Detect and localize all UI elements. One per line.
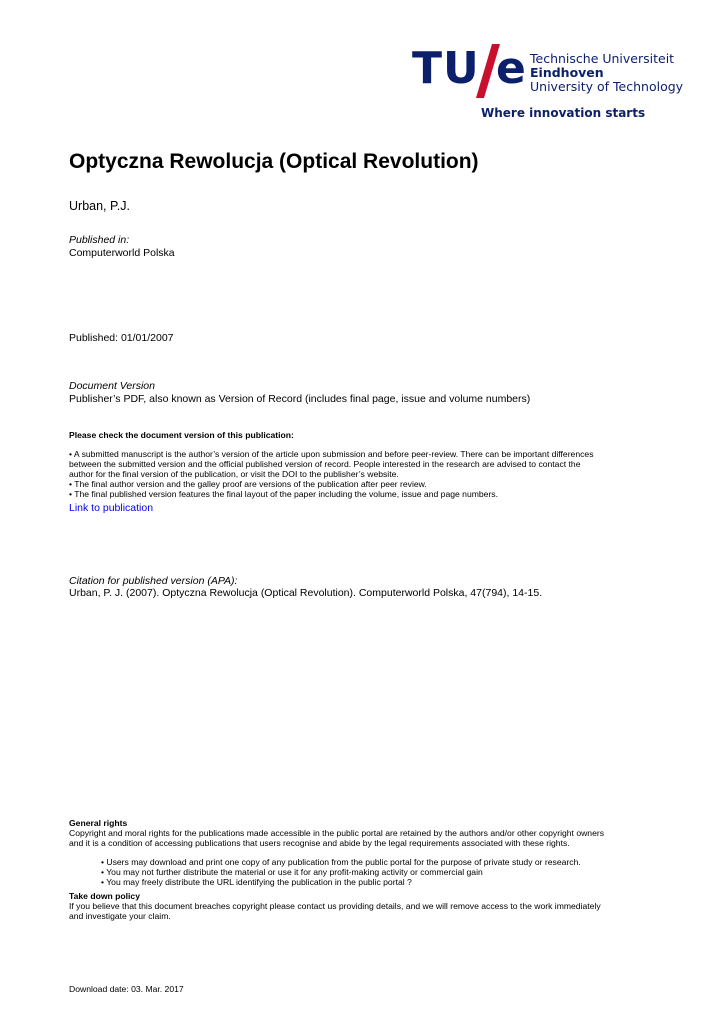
published-in-value: Computerworld Polska xyxy=(69,247,175,259)
citation-text: Urban, P. J. (2007). Optyczna Rewolucja (Optical Revolution). Computerworld Polska, 47(794), 14-15. xyxy=(69,587,543,599)
check-bullet-line: • The final published version features the final layout of the paper including the volume, issue and page numbers. xyxy=(69,489,498,499)
tue-logo-tu: TU xyxy=(412,43,480,94)
check-version-heading: Please check the document version of this publication: xyxy=(69,430,294,440)
author: Urban, P.J. xyxy=(69,199,130,213)
general-rights-heading: General rights xyxy=(69,818,128,828)
tue-logo-e: e xyxy=(496,43,526,94)
general-rights-line: Copyright and moral rights for the publications made accessible in the public portal are retained by the authors and/or other copyright owners xyxy=(69,828,605,838)
citation-label: Citation for published version (APA): xyxy=(69,575,238,587)
check-bullet-line: • A submitted manuscript is the author’s version of the article upon submission and before peer-review. There can be important differences xyxy=(69,449,594,459)
document-version-label: Document Version xyxy=(69,380,155,392)
rights-bullet-line: • You may freely distribute the URL identifying the publication in the public portal ? xyxy=(101,877,412,887)
page-title: Optyczna Rewolucja (Optical Revolution) xyxy=(69,150,479,173)
logo-text-line3: University of Technology xyxy=(530,79,684,94)
logo-text-line1: Technische Universiteit xyxy=(530,51,675,66)
takedown-text xyxy=(69,901,689,921)
download-date: Download date: 03. Mar. 2017 xyxy=(69,984,184,994)
link-to-publication[interactable]: Link to publication xyxy=(69,502,154,514)
document-version-value: Publisher’s PDF, also known as Version of Record (includes final page, issue and volume numbers) xyxy=(69,393,531,405)
published-in-label: Published in: xyxy=(69,234,130,246)
check-version-bullets xyxy=(69,449,689,499)
logo-text-line2: Eindhoven xyxy=(530,65,604,80)
rights-bullet-line: • You may not further distribute the material or use it for any profit-making activity or commercial gain xyxy=(101,867,483,877)
check-bullet-line: • The final author version and the galley proof are versions of the publication after peer review. xyxy=(69,479,427,489)
published-date: Published: 01/01/2007 xyxy=(69,332,174,344)
general-rights-line: and it is a condition of accessing publications that users recognise and abide by the legal requirements associated with these rights. xyxy=(69,838,570,848)
takedown-heading: Take down policy xyxy=(69,891,140,901)
rights-bullets xyxy=(101,857,701,887)
general-rights-text xyxy=(69,828,689,848)
takedown-line: If you believe that this document breaches copyright please contact us providing details, and we will remove access to the work immediately xyxy=(69,901,601,911)
logo-tagline: Where innovation starts xyxy=(481,106,646,120)
check-bullet-line: author for the final version of the publication, or visit the DOI to the publisher’s website. xyxy=(69,469,399,479)
rights-bullet-line: • Users may download and print one copy of any publication from the public portal for the purpose of private study or research. xyxy=(101,857,581,867)
check-bullet-line: between the submitted version and the official published version of record. People interested in the research are advised to contact the xyxy=(69,459,581,469)
takedown-line: and investigate your claim. xyxy=(69,911,171,921)
